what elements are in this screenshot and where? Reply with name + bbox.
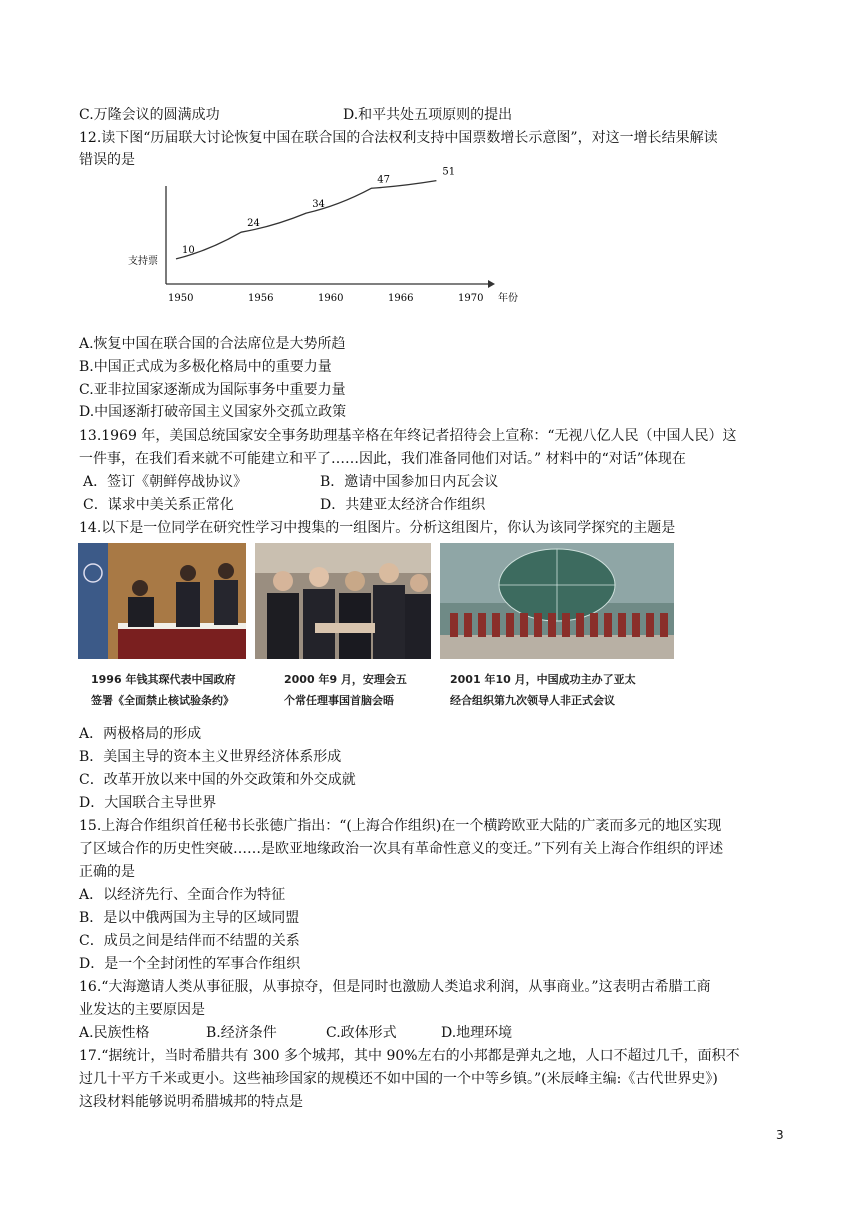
q15-option-a: A．以经济先行、全面合作为特征 [79, 887, 286, 903]
caption-3 [450, 669, 636, 711]
q13-stem-line2: 一件事，在我们看来就不可能建立和平了……因此，我们准备同他们对话。” 材料中的“对话”体现在 [79, 451, 686, 467]
photo-treaty-signing [78, 543, 246, 659]
q15-stem-line2: 了区域合作的历史性突破……是欧亚地缘政治一次具有革命性意义的变迁。”下列有关上海合作组织的评述 [79, 841, 724, 857]
x-tick-label: 1956 [248, 293, 274, 304]
q13-option-d: D．共建亚太经济合作组织 [320, 497, 486, 513]
q14-option-d: D．大国联合主导世界 [79, 795, 217, 811]
q12-option-a: A.恢复中国在联合国的合法席位是大势所趋 [79, 336, 346, 352]
q12-stem-line2: 错误的是 [79, 152, 135, 168]
q15-option-b: B．是以中俄两国为主导的区域同盟 [79, 910, 300, 926]
q13-option-c: C．谋求中美关系正常化 [83, 497, 234, 513]
q16-stem-line1: 16.“大海邀请人类从事征服，从事掠夺，但是同时也激励人类追求利润，从事商业。”这表明古希腊工商 [79, 979, 711, 995]
q16-option-b: B.经济条件 [206, 1025, 277, 1041]
data-point-label: 47 [377, 174, 391, 186]
x-axis-arrow [488, 280, 495, 288]
q16-option-c: C.政体形式 [326, 1025, 397, 1041]
caption-2-line2: 个常任理事国首脑会晤 [284, 694, 394, 707]
q15-stem-line3: 正确的是 [79, 864, 135, 880]
data-point-label: 34 [312, 199, 325, 211]
data-point-label: 51 [442, 166, 456, 178]
q11-option-c: C.万隆会议的圆满成功 [79, 107, 220, 123]
vote-growth-chart [118, 166, 538, 305]
x-tick-label: 1960 [318, 293, 344, 304]
q14-option-a: A．两极格局的形成 [79, 726, 202, 742]
x-tick-label: 1970 [458, 293, 484, 304]
caption-3-line2: 经合组织第九次领导人非正式会议 [450, 694, 615, 707]
x-axis-label: 年份 [498, 293, 518, 304]
q15-option-d: D．是一个全封闭性的军事合作组织 [79, 956, 301, 972]
q17-stem-line2: 过几十平方千米或更小。这些袖珍国家的规模还不如中国的一个中等乡镇。”(米辰峰主编:《古代世界史》) [79, 1071, 718, 1087]
q17-stem-line3: 这段材料能够说明希腊城邦的特点是 [79, 1094, 303, 1110]
data-point-label: 10 [182, 244, 195, 256]
q13-option-b: B．邀请中国参加日内瓦会议 [320, 474, 499, 490]
q14-photo-set [78, 543, 674, 720]
x-tick-label: 1950 [168, 293, 194, 304]
q14-stem: 14.以下是一位同学在研究性学习中搜集的一组图片。分析这组图片，你认为该同学探究的主题是 [79, 520, 676, 536]
y-axis-label: 支持票 [128, 256, 158, 267]
data-point-label: 24 [247, 218, 260, 230]
q14-option-b: B．美国主导的资本主义世界经济体系形成 [79, 749, 342, 765]
q15-option-c: C．成员之间是结伴而不结盟的关系 [79, 933, 300, 949]
caption-2 [284, 669, 407, 711]
q12-option-b: B.中国正式成为多极化格局中的重要力量 [79, 359, 332, 375]
q12-option-c: C.亚非拉国家逐渐成为国际事务中重要力量 [79, 382, 346, 398]
q13-option-a: A．签订《朝鲜停战协议》 [83, 474, 248, 490]
caption-1-line1: 1996 年钱其琛代表中国政府 [91, 673, 236, 686]
x-tick-label: 1966 [388, 293, 414, 304]
caption-2-line1: 2000 年9 月，安理会五 [284, 673, 407, 686]
q17-stem-line1: 17.“据统计，当时希腊共有 300 多个城邦，其中 90%左右的小邦都是弹丸之地，人口不超过几千，面积不 [79, 1048, 740, 1064]
photo-apec-meeting [440, 543, 674, 659]
page-number: 3 [776, 1128, 784, 1142]
q15-stem-line1: 15.上海合作组织首任秘书长张德广指出：“(上海合作组织)在一个横跨欧亚大陆的广袤而多元的地区实现 [79, 818, 722, 834]
q16-stem-line2: 业发达的主要原因是 [79, 1002, 205, 1018]
series-line [176, 181, 436, 259]
caption-3-line1: 2001 年10 月，中国成功主办了亚太 [450, 673, 636, 686]
caption-1 [91, 669, 235, 711]
photo-security-council-summit [255, 543, 431, 659]
caption-1-line2: 签署《全面禁止核试验条约》 [91, 694, 234, 707]
q12-stem-line1: 12.读下图“历届联大讨论恢复中国在联合国的合法权利支持中国票数增长示意图”，对这一增长结果解读 [79, 130, 718, 146]
q11-option-d: D.和平共处五项原则的提出 [343, 107, 513, 123]
q14-option-c: C．改革开放以来中国的外交政策和外交成就 [79, 772, 356, 788]
q13-stem-line1: 13.1969 年，美国总统国家安全事务助理基辛格在年终记者招待会上宣称：“无视八亿人民（中国人民）这 [79, 428, 737, 444]
q16-option-a: A.民族性格 [79, 1025, 150, 1041]
q16-option-d: D.地理环境 [441, 1025, 513, 1041]
q12-option-d: D.中国逐渐打破帝国主义国家外交孤立政策 [79, 404, 347, 420]
